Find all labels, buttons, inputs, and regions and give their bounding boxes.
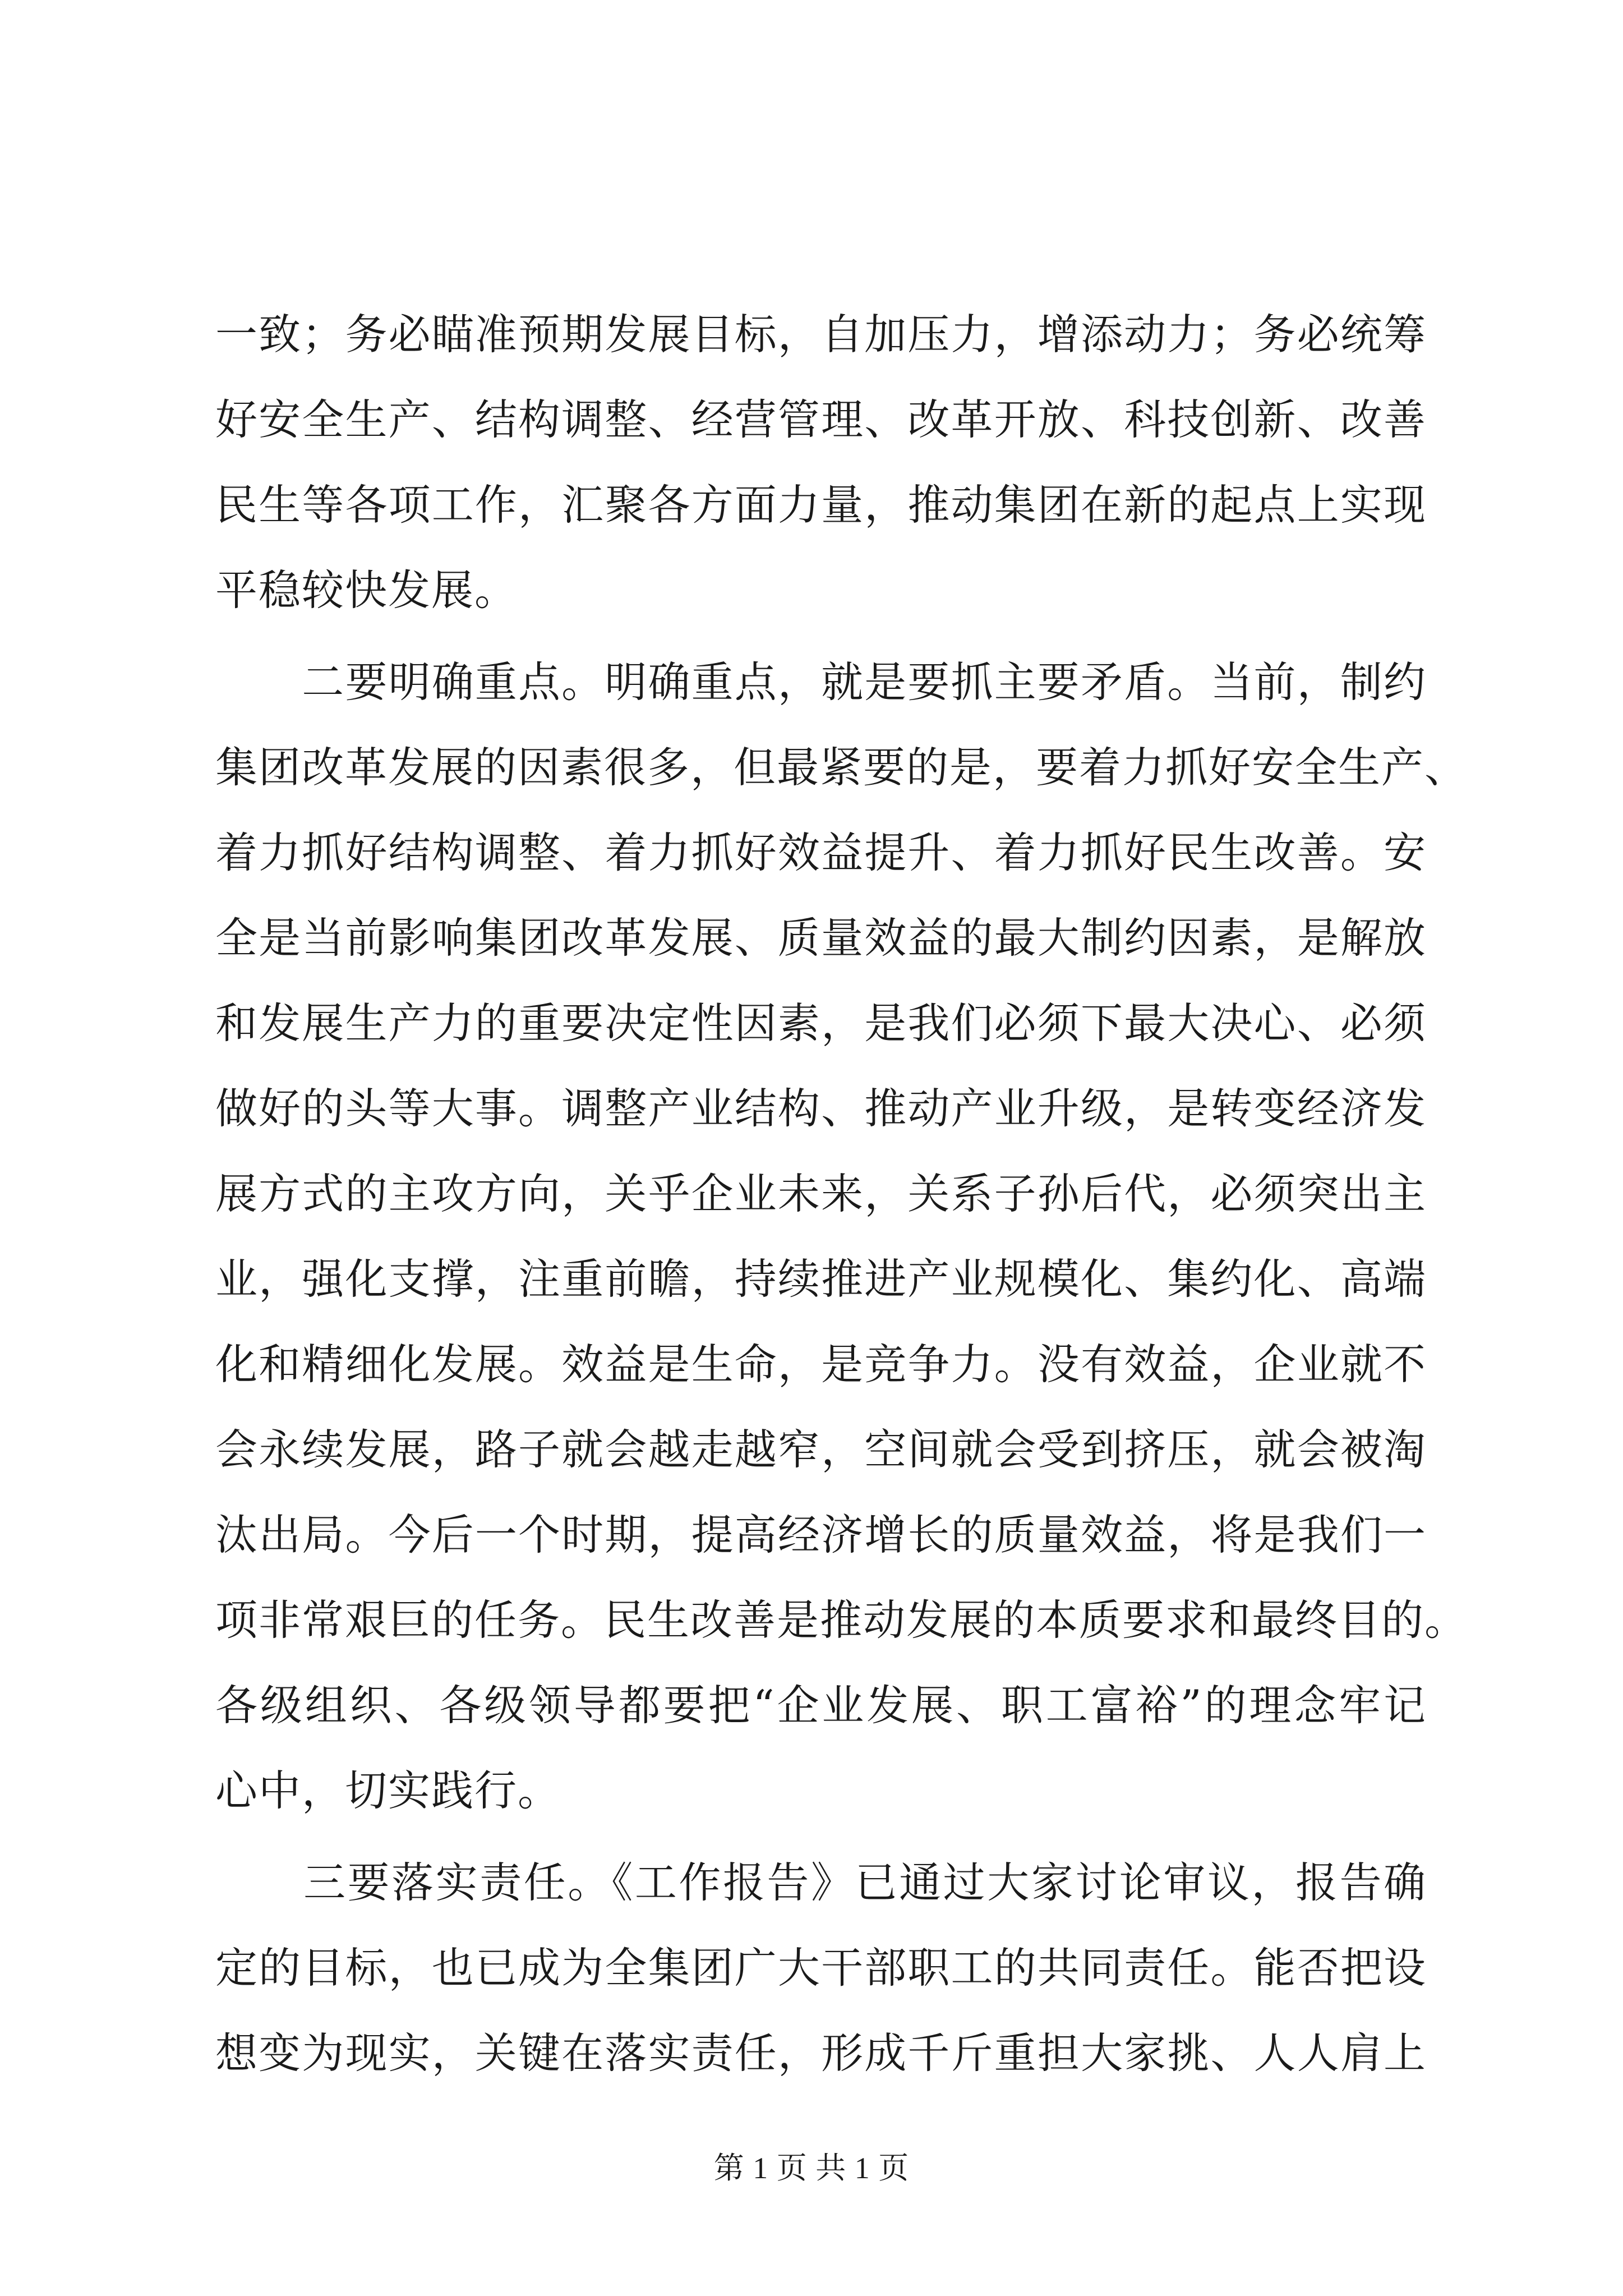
text-line: 定的目标，也已成为全集团广大干部职工的共同责任。能否把设: [215, 1943, 1427, 1993]
text-line: 二要明确重点。明确重点，就是要抓主要矛盾。当前，制约: [215, 657, 1427, 707]
paragraph-gap: [215, 633, 1427, 639]
text-line: 好安全生产、结构调整、经营管理、改革开放、科技创新、改善: [215, 395, 1427, 444]
text-line: 会永续发展，路子就会越走越窄，空间就会受到挤压，就会被淘: [215, 1425, 1427, 1474]
text-line: 集团改革发展的因素很多，但最紧要的是，要着力抓好安全生产、: [215, 743, 1468, 792]
text-line: 各级组织、各级领导都要把“企业发展、职工富裕”的理念牢记: [215, 1681, 1427, 1730]
text-line: 三要落实责任。《工作报告》已通过大家讨论审议，报告确: [215, 1858, 1427, 1907]
text-line: 全是当前影响集团改革发展、质量效益的最大制约因素，是解放: [215, 913, 1427, 963]
text-line: 着力抓好结构调整、着力抓好效益提升、着力抓好民生改善。安: [215, 828, 1427, 877]
text-line: 项非常艰巨的任务。民生改善是推动发展的本质要求和最终目的。: [215, 1595, 1468, 1645]
page-number-label: 第 1 页 共 1 页: [713, 2151, 910, 2185]
text-line: 平稳较快发展。: [215, 565, 518, 615]
document-body: [215, 292, 1468, 2096]
text-line: 民生等各项工作，汇聚各方面力量，推动集团在新的起点上实现: [215, 480, 1427, 530]
paragraph-2: [215, 639, 1468, 1833]
text-line: 一致；务必瞄准预期发展目标，自加压力，增添动力；务必统筹: [215, 310, 1427, 359]
text-line: 心中，切实践行。: [215, 1766, 561, 1815]
text-line: 想变为现实，关键在落实责任，形成千斤重担大家挑、人人肩上: [215, 2028, 1427, 2078]
text-line: 业，强化支撑，注重前瞻，持续推进产业规模化、集约化、高端: [215, 1254, 1427, 1304]
paragraph-3: [215, 1840, 1427, 2096]
text-line: 汰出局。今后一个时期，提高经济增长的质量效益，将是我们一: [215, 1510, 1427, 1559]
text-line: 展方式的主攻方向，关乎企业未来，关系子孙后代，必须突出主: [215, 1169, 1427, 1218]
paragraph-gap: [215, 1833, 1427, 1840]
text-line: 做好的头等大事。调整产业结构、推动产业升级，是转变经济发: [215, 1084, 1427, 1133]
page-footer: [0, 2144, 1623, 2187]
text-line: 化和精细化发展。效益是生命，是竞争力。没有效益，企业就不: [215, 1340, 1427, 1389]
paragraph-1: [215, 292, 1427, 633]
text-line: 和发展生产力的重要决定性因素，是我们必须下最大决心、必须: [215, 999, 1427, 1048]
